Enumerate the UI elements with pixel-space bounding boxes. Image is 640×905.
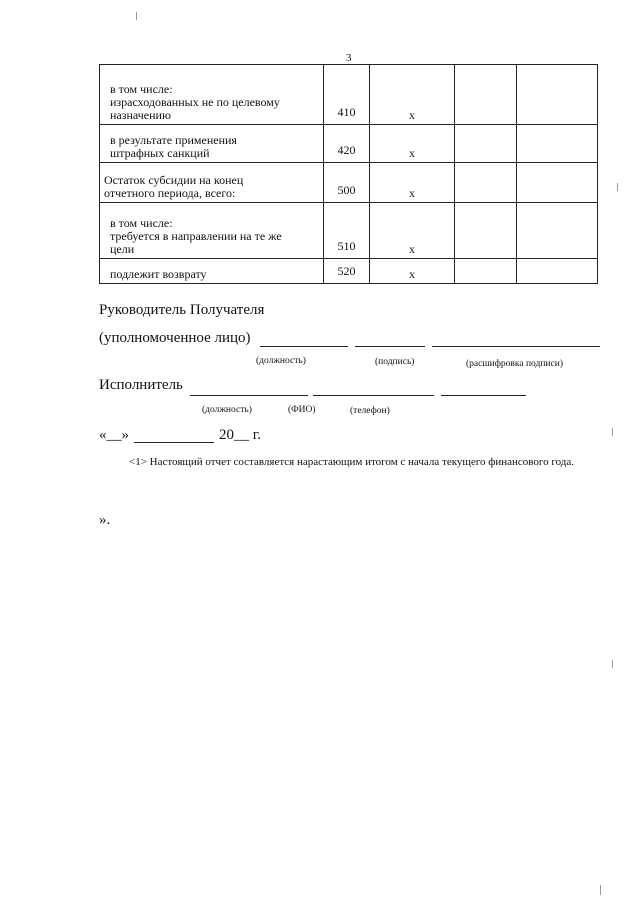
- report-table: [99, 64, 598, 284]
- row-name: Остаток субсидии на конец отчетного периода, всего:: [100, 163, 324, 203]
- decryption-line: [432, 346, 600, 347]
- table-row: [100, 203, 598, 259]
- executor-phone-line: [441, 395, 526, 396]
- caption-executor-name: (ФИО): [288, 405, 316, 415]
- empty-cell: [517, 125, 598, 163]
- table-row: [100, 163, 598, 203]
- footnote: <1> Настоящий отчет составляется нарастающим итогом с начала текущего финансового года.: [129, 456, 575, 468]
- scan-mark: [612, 660, 613, 668]
- empty-cell: [517, 65, 598, 125]
- position-signature-line: [260, 346, 348, 347]
- table-row: [100, 125, 598, 163]
- date-month-line: [134, 442, 214, 443]
- caption-executor-phone: (телефон): [350, 406, 390, 416]
- empty-cell: [517, 203, 598, 259]
- row-name: в результате применения штрафных санкций: [100, 125, 324, 163]
- empty-cell: [517, 259, 598, 284]
- empty-cell: [455, 163, 517, 203]
- scan-mark: [617, 183, 618, 191]
- row-code: 420: [324, 125, 370, 163]
- row-mark: x: [370, 259, 455, 284]
- scan-mark: [136, 12, 137, 20]
- row-name: подлежит возврату: [100, 259, 324, 284]
- executor-label: Исполнитель: [99, 377, 183, 393]
- scan-mark: [600, 885, 601, 895]
- row-code: 500: [324, 163, 370, 203]
- row-mark: x: [370, 163, 455, 203]
- row-code: 510: [324, 203, 370, 259]
- signature-line: [355, 346, 425, 347]
- scan-mark: [612, 428, 613, 436]
- table-row: [100, 259, 598, 284]
- date-day: «__»: [99, 427, 129, 443]
- page-number: 3: [346, 52, 352, 64]
- head-title: Руководитель Получателя: [99, 302, 265, 318]
- caption-decryption: (расшифровка подписи): [466, 359, 563, 369]
- caption-signature: (подпись): [375, 357, 415, 367]
- empty-cell: [517, 163, 598, 203]
- executor-name-line: [313, 395, 434, 396]
- row-code: 520: [324, 259, 370, 284]
- row-name: в том числе: требуется в направлении на те же цели: [100, 203, 324, 259]
- row-mark: x: [370, 125, 455, 163]
- table-row: [100, 65, 598, 125]
- row-name: в том числе: израсходованных не по целевому назначению: [100, 65, 324, 125]
- row-mark: x: [370, 65, 455, 125]
- caption-position: (должность): [256, 356, 306, 366]
- empty-cell: [455, 125, 517, 163]
- empty-cell: [455, 203, 517, 259]
- executor-position-line: [190, 395, 308, 396]
- empty-cell: [455, 259, 517, 284]
- empty-cell: [455, 65, 517, 125]
- head-authorized: (уполномоченное лицо): [99, 330, 251, 346]
- caption-executor-position: (должность): [202, 405, 252, 415]
- row-mark: x: [370, 203, 455, 259]
- row-code: 410: [324, 65, 370, 125]
- date-year: 20__ г.: [219, 427, 261, 443]
- closing-quote: ».: [99, 512, 111, 528]
